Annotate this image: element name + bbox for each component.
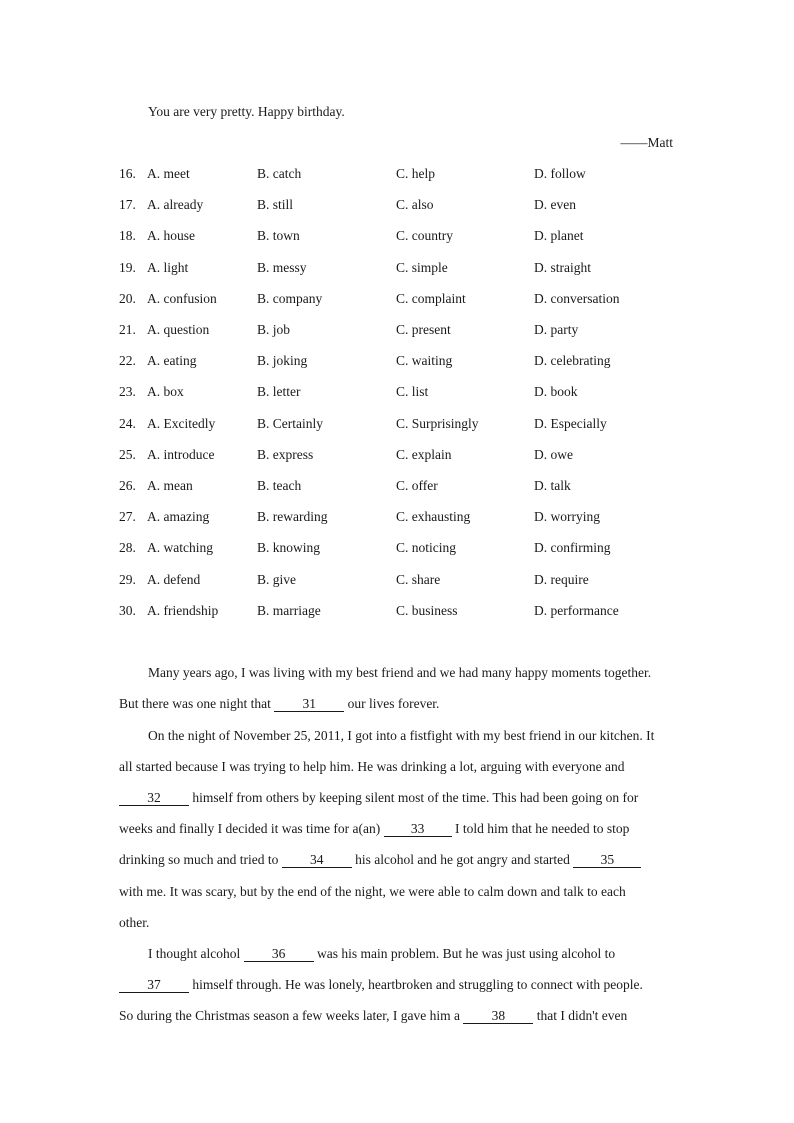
- option-b[interactable]: B. job: [257, 322, 291, 337]
- option-c[interactable]: C. waiting: [396, 353, 453, 369]
- passage-line: Many years ago, I was living with my best friend and we had many happy moments together.: [148, 665, 652, 680]
- passage-line: drinking so much and tried to 34 his alcohol and he got angry and started 35: [119, 851, 641, 869]
- question-number: 20.: [119, 290, 136, 306]
- option-c[interactable]: C. list: [396, 384, 429, 400]
- option-b[interactable]: B. rewarding: [257, 509, 328, 525]
- option-b[interactable]: B. still: [257, 197, 294, 213]
- option-b[interactable]: B. messy: [257, 259, 307, 275]
- option-c[interactable]: C. exhausting: [396, 509, 471, 525]
- option-a[interactable]: A. box: [147, 384, 184, 400]
- option-b[interactable]: B. catch: [257, 166, 302, 181]
- option-a[interactable]: A. mean: [147, 478, 193, 493]
- option-a[interactable]: A. watching: [147, 540, 213, 556]
- blank-33[interactable]: 33: [384, 821, 452, 837]
- passage-line: weeks and finally I decided it was time for a(an) 33 I told him that he needed to stop: [119, 821, 630, 836]
- option-a[interactable]: A. introduce: [147, 446, 215, 462]
- option-c[interactable]: C. business: [396, 602, 458, 618]
- option-b[interactable]: B. Certainly: [257, 415, 323, 431]
- passage-line: 37 himself through. He was lonely, heartbroken and struggling to connect with people.: [119, 976, 643, 994]
- option-a[interactable]: A. meet: [147, 166, 190, 181]
- option-c[interactable]: C. Surprisingly: [396, 415, 479, 431]
- question-number: 27.: [119, 509, 136, 525]
- option-d[interactable]: D. worrying: [534, 509, 600, 525]
- option-a[interactable]: A. house: [147, 228, 195, 244]
- option-a[interactable]: A. defend: [147, 571, 201, 587]
- passage-line: other.: [119, 915, 150, 930]
- option-b[interactable]: B. express: [257, 446, 314, 462]
- passage-line: I thought alcohol 36 was his main problem. But he was just using alcohol to: [148, 946, 616, 961]
- question-number: 16.: [119, 166, 136, 181]
- option-d[interactable]: D. follow: [534, 166, 586, 181]
- option-a[interactable]: A. already: [147, 197, 204, 213]
- option-b[interactable]: B. marriage: [257, 602, 321, 618]
- option-a[interactable]: A. amazing: [147, 509, 210, 525]
- passage-line: all started because I was trying to help him. He was drinking a lot, arguing with everyone and: [119, 759, 625, 774]
- signature: ——Matt: [620, 135, 673, 150]
- blank-32[interactable]: 32: [119, 790, 189, 806]
- option-c[interactable]: C. present: [396, 322, 451, 337]
- question-number: 23.: [119, 384, 136, 400]
- passage-line: So during the Christmas season a few weeks later, I gave him a 38 that I didn't even: [119, 1008, 628, 1023]
- question-number: 18.: [119, 228, 136, 244]
- question-number: 24.: [119, 415, 136, 431]
- birthday-note: You are very pretty. Happy birthday.: [148, 104, 345, 119]
- option-b[interactable]: B. company: [257, 290, 323, 306]
- blank-36[interactable]: 36: [244, 946, 314, 962]
- option-d[interactable]: D. straight: [534, 259, 591, 275]
- passage-line: with me. It was scary, but by the end of the night, we were able to calm down and talk to each: [119, 884, 626, 899]
- option-c[interactable]: C. help: [396, 166, 435, 181]
- question-number: 21.: [119, 322, 136, 337]
- option-a[interactable]: A. Excitedly: [147, 415, 216, 431]
- question-number: 22.: [119, 353, 136, 369]
- question-number: 26.: [119, 478, 136, 493]
- option-b[interactable]: B. joking: [257, 353, 308, 369]
- option-a[interactable]: A. confusion: [147, 290, 217, 306]
- option-d[interactable]: D. celebrating: [534, 353, 611, 369]
- passage-line: But there was one night that 31 our lives forever.: [119, 696, 440, 711]
- option-d[interactable]: D. party: [534, 322, 579, 337]
- question-number: 19.: [119, 259, 136, 275]
- option-d[interactable]: D. performance: [534, 602, 619, 618]
- blank-37[interactable]: 37: [119, 977, 189, 993]
- option-b[interactable]: B. teach: [257, 478, 302, 493]
- option-c[interactable]: C. share: [396, 571, 441, 587]
- option-b[interactable]: B. knowing: [257, 540, 321, 556]
- option-b[interactable]: B. give: [257, 571, 296, 587]
- option-d[interactable]: D. conversation: [534, 290, 620, 306]
- option-d[interactable]: D. talk: [534, 478, 571, 493]
- blank-35[interactable]: 35: [573, 852, 641, 868]
- question-number: 28.: [119, 540, 136, 556]
- question-number: 25.: [119, 446, 136, 462]
- option-a[interactable]: A. light: [147, 259, 189, 275]
- question-number: 17.: [119, 197, 136, 213]
- option-d[interactable]: D. Especially: [534, 415, 607, 431]
- option-a[interactable]: A. friendship: [147, 602, 219, 618]
- option-d[interactable]: D. planet: [534, 228, 584, 244]
- option-b[interactable]: B. town: [257, 228, 300, 244]
- option-c[interactable]: C. complaint: [396, 290, 466, 306]
- blank-31[interactable]: 31: [274, 696, 344, 712]
- option-a[interactable]: A. eating: [147, 353, 197, 369]
- option-d[interactable]: D. even: [534, 197, 576, 213]
- question-number: 30.: [119, 602, 136, 618]
- option-d[interactable]: D. require: [534, 571, 589, 587]
- option-c[interactable]: C. offer: [396, 478, 438, 493]
- option-c[interactable]: C. country: [396, 228, 453, 244]
- passage-line: 32 himself from others by keeping silent most of the time. This had been going on for: [119, 789, 638, 807]
- passage-line: On the night of November 25, 2011, I got into a fistfight with my best friend in our kitchen. It: [148, 728, 655, 743]
- option-b[interactable]: B. letter: [257, 384, 301, 400]
- option-d[interactable]: D. confirming: [534, 540, 611, 556]
- question-number: 29.: [119, 571, 136, 587]
- blank-38[interactable]: 38: [463, 1008, 533, 1024]
- blank-34[interactable]: 34: [282, 852, 352, 868]
- option-c[interactable]: C. explain: [396, 446, 452, 462]
- option-c[interactable]: C. also: [396, 197, 434, 213]
- option-c[interactable]: C. simple: [396, 259, 448, 275]
- option-a[interactable]: A. question: [147, 322, 210, 337]
- option-d[interactable]: D. book: [534, 384, 578, 400]
- option-c[interactable]: C. noticing: [396, 540, 456, 556]
- option-d[interactable]: D. owe: [534, 446, 573, 462]
